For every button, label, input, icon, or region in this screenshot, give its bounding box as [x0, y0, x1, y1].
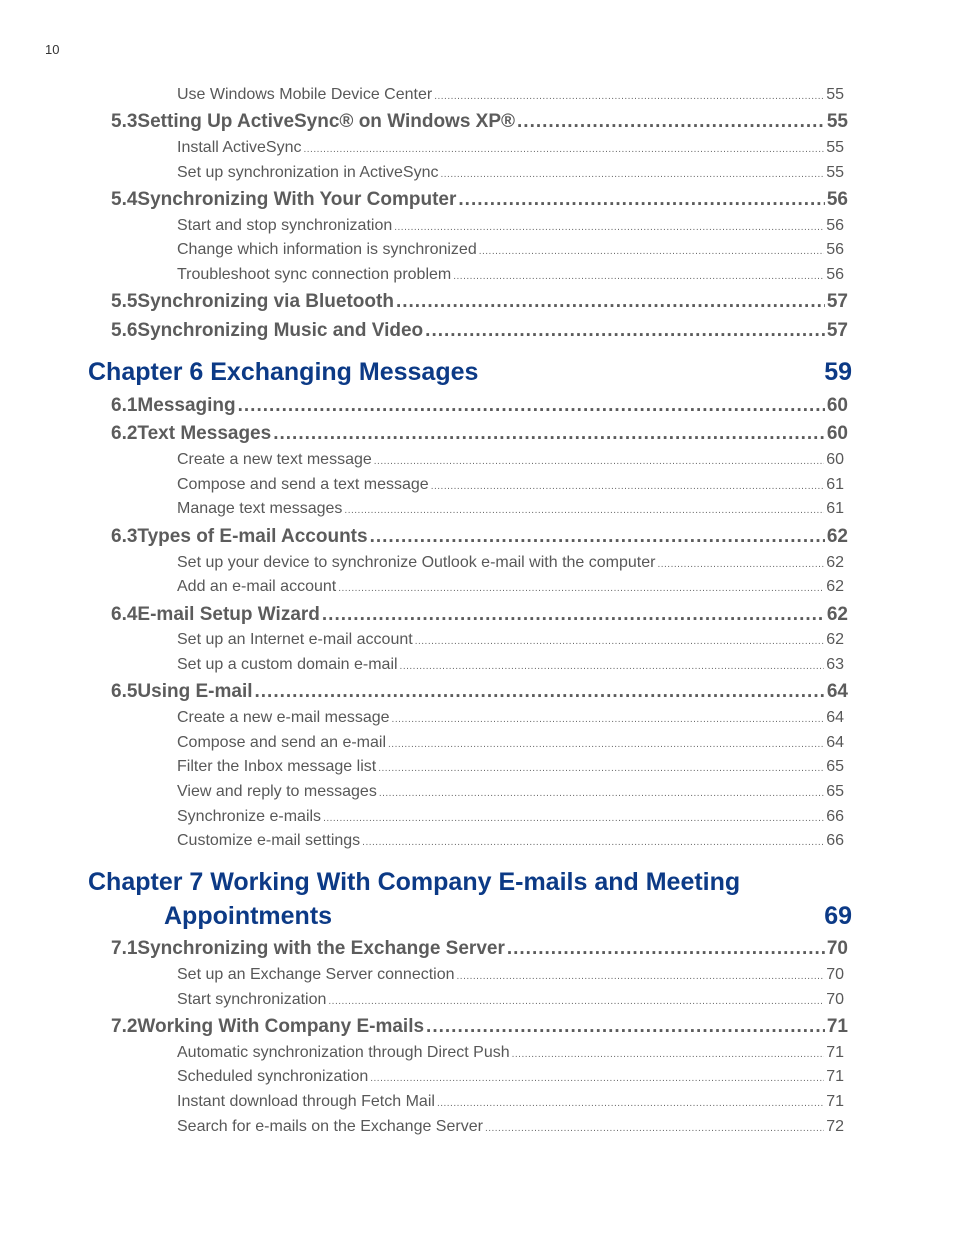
chapter-heading[interactable] — [88, 868, 852, 930]
dot-leader — [374, 456, 824, 467]
entry-page-number: 55 — [826, 139, 844, 156]
section-number: 6.5 — [111, 681, 138, 702]
toc-subsection-entry[interactable] — [0, 241, 954, 259]
toc-subsection-entry[interactable] — [0, 656, 954, 674]
toc-subsection-entry[interactable] — [0, 217, 954, 235]
toc-section-entry[interactable] — [0, 189, 954, 211]
toc-section-entry[interactable] — [0, 291, 954, 313]
entry-title: Set up an Exchange Server connection — [177, 966, 455, 983]
entry-page-number: 62 — [826, 578, 844, 595]
entry-page-number: 72 — [826, 1118, 844, 1135]
toc-subsection-entry[interactable] — [0, 554, 954, 572]
toc-section-entry[interactable] — [0, 526, 954, 548]
dot-leader — [273, 423, 825, 445]
entry-title: Manage text messages — [177, 500, 343, 517]
entry-title: View and reply to messages — [177, 783, 377, 800]
entry-page-number: 66 — [826, 808, 844, 825]
page-number: 10 — [45, 42, 60, 57]
dot-leader — [370, 526, 825, 548]
entry-page-number: 57 — [826, 320, 848, 341]
section-number: 7.1 — [111, 938, 138, 959]
entry-page-number: 70 — [826, 966, 844, 983]
dot-leader — [485, 1123, 824, 1134]
toc-section-entry[interactable] — [0, 320, 954, 342]
entry-page-number: 64 — [826, 709, 844, 726]
toc-subsection-entry[interactable] — [0, 966, 954, 984]
dot-leader — [400, 661, 825, 672]
toc-subsection-entry[interactable] — [0, 1068, 954, 1086]
dot-leader — [378, 763, 824, 774]
entry-title: Troubleshoot sync connection problem — [177, 266, 452, 283]
section-number: 6.1 — [111, 395, 138, 416]
toc-subsection-entry[interactable] — [0, 266, 954, 284]
toc-section-entry[interactable] — [0, 395, 954, 417]
section-number: 6.2 — [111, 423, 138, 444]
toc-subsection-entry[interactable] — [0, 500, 954, 518]
entry-title: Instant download through Fetch Mail — [177, 1093, 435, 1110]
section-number: 5.4 — [111, 189, 138, 210]
dot-leader — [379, 788, 824, 799]
toc-section-entry[interactable] — [0, 423, 954, 445]
entry-title: Synchronizing Music and Video — [137, 320, 424, 341]
dot-leader — [304, 144, 825, 155]
chapter-page-number: 69 — [824, 902, 852, 930]
entry-page-number: 60 — [826, 395, 848, 416]
toc-section-entry[interactable] — [0, 111, 954, 133]
entry-title: Filter the Inbox message list — [177, 758, 377, 775]
toc-subsection-entry[interactable] — [0, 991, 954, 1009]
entry-title: Set up an Internet e-mail account — [177, 631, 413, 648]
entry-title: Synchronize e-mails — [177, 808, 322, 825]
toc-subsection-entry[interactable] — [0, 832, 954, 850]
entry-page-number: 56 — [826, 266, 844, 283]
dot-leader — [362, 837, 824, 848]
entry-title: Add an e-mail account — [177, 578, 337, 595]
toc-subsection-entry[interactable] — [0, 451, 954, 469]
dot-leader — [453, 271, 824, 282]
entry-page-number: 61 — [826, 500, 844, 517]
dot-leader — [431, 481, 825, 492]
toc-subsection-entry[interactable] — [0, 783, 954, 801]
entry-page-number: 66 — [826, 832, 844, 849]
entry-title: Start and stop synchronization — [177, 217, 393, 234]
dot-leader — [392, 714, 825, 725]
dot-leader — [657, 559, 824, 570]
entry-title: Setting Up ActiveSync® on Windows XP® — [137, 111, 516, 132]
chapter-heading[interactable] — [88, 358, 852, 387]
chapter-title-continued: Appointments — [164, 902, 333, 930]
dot-leader — [457, 971, 825, 982]
toc-subsection-entry[interactable] — [0, 1118, 954, 1136]
entry-title: Change which information is synchronized — [177, 241, 477, 258]
entry-page-number: 56 — [826, 189, 848, 210]
entry-title: Automatic synchronization through Direct Push — [177, 1044, 510, 1061]
entry-page-number: 64 — [826, 734, 844, 751]
entry-page-number: 57 — [826, 291, 848, 312]
entry-page-number: 64 — [826, 681, 848, 702]
dot-leader — [517, 111, 825, 133]
toc-subsection-entry[interactable] — [0, 1044, 954, 1062]
entry-page-number: 55 — [826, 86, 844, 103]
entry-title: Scheduled synchronization — [177, 1068, 369, 1085]
dot-leader — [440, 169, 824, 180]
dot-leader — [344, 505, 824, 516]
dot-leader — [396, 291, 825, 313]
entry-title: E-mail Setup Wizard — [137, 604, 320, 625]
dot-leader — [388, 739, 824, 750]
entry-title: Using E-mail — [137, 681, 253, 702]
entry-title: Create a new text message — [177, 451, 372, 468]
toc-subsection-entry[interactable] — [0, 139, 954, 157]
entry-page-number: 62 — [826, 604, 848, 625]
entry-title: Messaging — [137, 395, 236, 416]
entry-page-number: 62 — [826, 631, 844, 648]
entry-page-number: 70 — [826, 938, 848, 959]
section-number: 5.6 — [111, 320, 138, 341]
entry-page-number: 65 — [826, 783, 844, 800]
section-number: 5.3 — [111, 111, 138, 132]
chapter-title: Chapter 7 Working With Company E-mails and Meeting — [88, 868, 741, 896]
dot-leader — [425, 320, 825, 342]
entry-title: Set up a custom domain e-mail — [177, 656, 398, 673]
toc-section-entry[interactable] — [0, 1016, 954, 1038]
dot-leader — [437, 1098, 824, 1109]
entry-title: Synchronizing with the Exchange Server — [137, 938, 505, 959]
toc-subsection-entry[interactable] — [0, 808, 954, 826]
toc-subsection-entry[interactable] — [0, 164, 954, 182]
entry-title: Create a new e-mail message — [177, 709, 390, 726]
dot-leader — [370, 1073, 824, 1084]
entry-title: Start synchronization — [177, 991, 327, 1008]
entry-title: Synchronizing via Bluetooth — [137, 291, 394, 312]
toc-section-entry[interactable] — [0, 604, 954, 626]
toc-subsection-entry[interactable] — [0, 758, 954, 776]
toc-subsection-entry[interactable] — [0, 709, 954, 727]
entry-page-number: 62 — [826, 554, 844, 571]
entry-title: Set up synchronization in ActiveSync — [177, 164, 439, 181]
dot-leader — [394, 222, 824, 233]
toc-subsection-entry[interactable] — [0, 631, 954, 649]
dot-leader — [426, 1016, 825, 1038]
entry-title: Working With Company E-mails — [137, 1016, 425, 1037]
dot-leader — [434, 91, 824, 102]
toc-subsection-entry[interactable] — [0, 578, 954, 596]
entry-page-number: 61 — [826, 476, 844, 493]
entry-page-number: 55 — [826, 164, 844, 181]
toc-subsection-entry[interactable] — [0, 734, 954, 752]
dot-leader — [338, 583, 824, 594]
section-number: 7.2 — [111, 1016, 138, 1037]
entry-page-number: 63 — [826, 656, 844, 673]
dot-leader — [479, 246, 824, 257]
entry-title: Install ActiveSync — [177, 139, 302, 156]
entry-page-number: 65 — [826, 758, 844, 775]
toc-section-entry[interactable] — [0, 938, 954, 960]
entry-title: Customize e-mail settings — [177, 832, 361, 849]
entry-page-number: 56 — [826, 241, 844, 258]
entry-page-number: 62 — [826, 526, 848, 547]
dot-leader — [512, 1049, 825, 1060]
toc-subsection-entry[interactable] — [0, 1093, 954, 1111]
dot-leader — [458, 189, 824, 211]
toc-section-entry[interactable] — [0, 681, 954, 703]
entry-page-number: 71 — [826, 1016, 848, 1037]
entry-title: Use Windows Mobile Device Center — [177, 86, 433, 103]
section-number: 6.3 — [111, 526, 138, 547]
toc-subsection-entry[interactable] — [0, 86, 954, 104]
dot-leader — [328, 996, 824, 1007]
dot-leader — [415, 636, 825, 647]
dot-leader — [238, 395, 825, 417]
dot-leader — [507, 938, 825, 960]
dot-leader — [323, 813, 824, 824]
entry-page-number: 70 — [826, 991, 844, 1008]
entry-title: Synchronizing With Your Computer — [137, 189, 457, 210]
entry-page-number: 56 — [826, 217, 844, 234]
entry-title: Text Messages — [137, 423, 272, 444]
chapter-page-number: 59 — [824, 358, 852, 386]
dot-leader — [255, 681, 825, 703]
entry-page-number: 60 — [826, 423, 848, 444]
entry-page-number: 71 — [826, 1093, 844, 1110]
entry-title: Set up your device to synchronize Outlook e-mail with the computer — [177, 554, 656, 571]
entry-title: Compose and send an e-mail — [177, 734, 387, 751]
entry-title: Compose and send a text message — [177, 476, 429, 493]
entry-page-number: 60 — [826, 451, 844, 468]
entry-page-number: 71 — [826, 1068, 844, 1085]
section-number: 5.5 — [111, 291, 138, 312]
section-number: 6.4 — [111, 604, 138, 625]
entry-title: Search for e-mails on the Exchange Server — [177, 1118, 483, 1135]
entry-page-number: 71 — [826, 1044, 844, 1061]
toc-subsection-entry[interactable] — [0, 476, 954, 494]
entry-page-number: 55 — [826, 111, 848, 132]
chapter-title: Chapter 6 Exchanging Messages — [88, 358, 479, 386]
entry-title: Types of E-mail Accounts — [137, 526, 368, 547]
dot-leader — [322, 604, 825, 626]
